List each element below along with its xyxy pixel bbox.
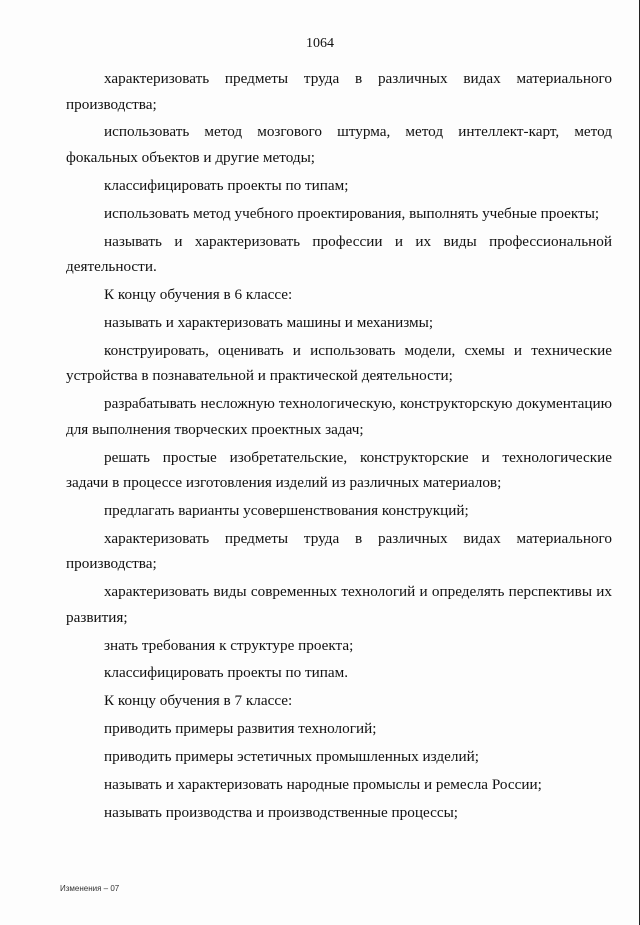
paragraph: использовать метод учебного проектирования, выполнять учебные проекты; [104, 204, 600, 222]
section-heading-grade-7: К концу обучения в 7 классе: [104, 692, 293, 710]
paragraph: конструировать, оценивать и использовать модели, схемы и технические устройства в познавательной и практической деятельности; [66, 341, 612, 385]
paragraph: использовать метод мозгового штурма, метод интеллект-карт, метод фокальных объектов и другие методы; [66, 123, 612, 166]
paragraph: называть и характеризовать машины и механизмы; [104, 313, 434, 331]
page-number: 1064 [306, 36, 334, 51]
paragraph: называть и характеризовать профессии и их виды профессиональной деятельности. [66, 232, 612, 276]
paragraph: предлагать варианты усовершенствования конструкций; [104, 501, 469, 519]
section-heading-grade-6: К концу обучения в 6 классе: [104, 285, 293, 303]
document-body [66, 66, 612, 828]
paragraph: приводить примеры развития технологий; [104, 720, 377, 738]
footer-revision-note: Изменения – 07 [60, 884, 120, 893]
paragraph: классифицировать проекты по типам. [104, 664, 349, 682]
paragraph: характеризовать предметы труда в различных видах материального производства; [66, 70, 612, 113]
paragraph: называть производства и производственные процессы; [104, 803, 459, 821]
paragraph: классифицировать проекты по типам; [104, 176, 349, 194]
paragraph: характеризовать предметы труда в различных видах материального производства; [66, 529, 612, 573]
paragraph: характеризовать виды современных технологий и определять перспективы их развития; [66, 583, 612, 626]
paragraph: знать требования к структуре проекта; [104, 636, 354, 654]
paragraph: разрабатывать несложную технологическую, конструкторскую документацию для выполнения творческих проектных задач; [66, 395, 612, 438]
paragraph: приводить примеры эстетичных промышленных изделий; [104, 748, 479, 766]
paragraph: решать простые изобретательские, конструкторские и технологические задачи в процессе изготовления изделий из различных материалов; [66, 448, 612, 492]
paragraph: называть и характеризовать народные промыслы и ремесла России; [104, 776, 542, 794]
